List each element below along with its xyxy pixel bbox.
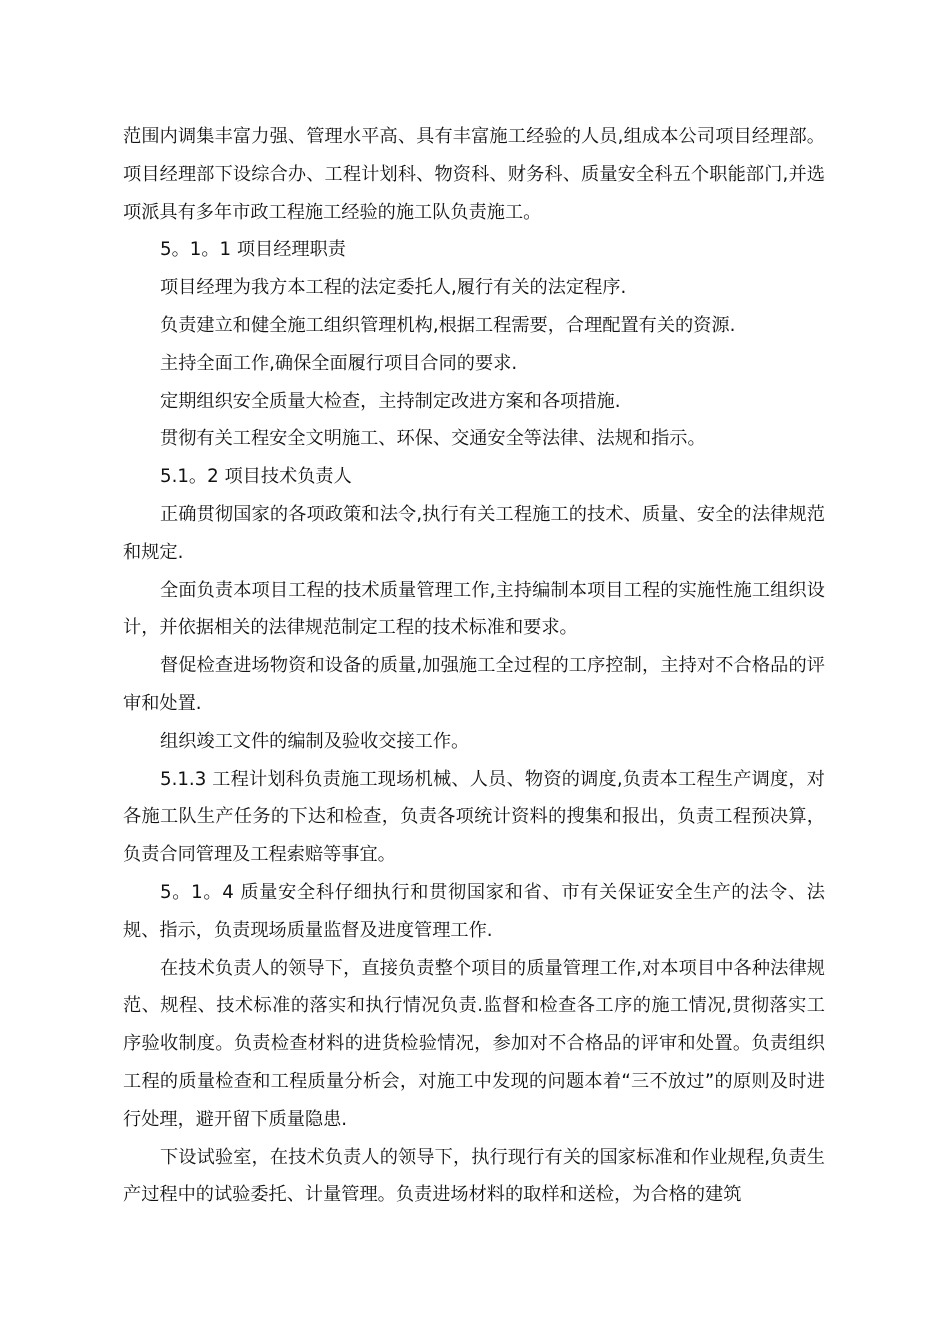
paragraph-quality-duty: 在技术负责人的领导下，直接负责整个项目的质量管理工作,对本项目中各种法律规范、规程、技术标准的落实和执行情况负责.监督和检查各工序的施工情况,贯彻落实工序验收制度。负责检查材料的进货检验情况，参加对不合格品的评审和处置。负责组织工程的质量检查和工程质量分析会，对施工中发现的问题本着“三不放过”的原则及时进行处理，避开留下质量隐患.	[123, 957, 825, 1130]
section-5-1-4: 5。1。4 质量安全科仔细执行和贯彻国家和省、市有关保证安全生产的法令、法规、指示，负责现场质量监督及进度管理工作.	[123, 881, 825, 941]
paragraph-1: 范围内调集丰富力强、管理水平高、具有丰富施工经验的人员,组成本公司项目经理部。项目经理部下设综合办、工程计划科、物资科、财务科、质量安全科五个职能部门,并选项派具有多年市政工程施工经验的施工队负责施工。	[123, 126, 825, 223]
paragraph-tech-duty-4: 组织竣工文件的编制及验收交接工作。	[160, 730, 470, 752]
paragraph-pm-duty-1: 项目经理为我方本工程的法定委托人,履行有关的法定程序.	[160, 277, 627, 299]
paragraph-pm-duty-4: 定期组织安全质量大检查，主持制定改进方案和各项措施.	[160, 390, 621, 412]
document-body	[123, 118, 825, 1214]
paragraph-tech-duty-3: 督促检查进场物资和设备的质量,加强施工全过程的工序控制，主持对不合格品的评审和处置.	[123, 655, 825, 714]
paragraph-test-lab: 下设试验室，在技术负责人的领导下，执行现行有关的国家标准和作业规程,负责生产过程中的试验委托、计量管理。负责进场材料的取样和送检，为合格的建筑	[123, 1146, 825, 1206]
section-heading-5-1-2: 5.1。2 项目技术负责人	[160, 466, 352, 488]
paragraph-pm-duty-5: 贯彻有关工程安全文明施工、环保、交通安全等法律、法规和指示。	[160, 428, 706, 450]
paragraph-tech-duty-1: 正确贯彻国家的各项政策和法令,执行有关工程施工的技术、质量、安全的法律规范和规定.	[123, 503, 825, 563]
section-5-1-3: 5.1.3 工程计划科负责施工现场机械、人员、物资的调度,负责本工程生产调度，对各施工队生产任务的下达和检查，负责各项统计资料的搜集和报出，负责工程预决算，负责合同管理及工程索赔等事宜。	[123, 768, 825, 866]
paragraph-pm-duty-3: 主持全面工作,确保全面履行项目合同的要求.	[160, 352, 518, 374]
paragraph-tech-duty-2: 全面负责本项目工程的技术质量管理工作,主持编制本项目工程的实施性施工组织设计，并依据相关的法律规范制定工程的技术标准和要求。	[123, 579, 825, 639]
section-heading-5-1-1: 5。1。1 项目经理职责	[160, 239, 346, 261]
paragraph-pm-duty-2: 负责建立和健全施工组织管理机构,根据工程需要，合理配置有关的资源.	[160, 314, 736, 336]
